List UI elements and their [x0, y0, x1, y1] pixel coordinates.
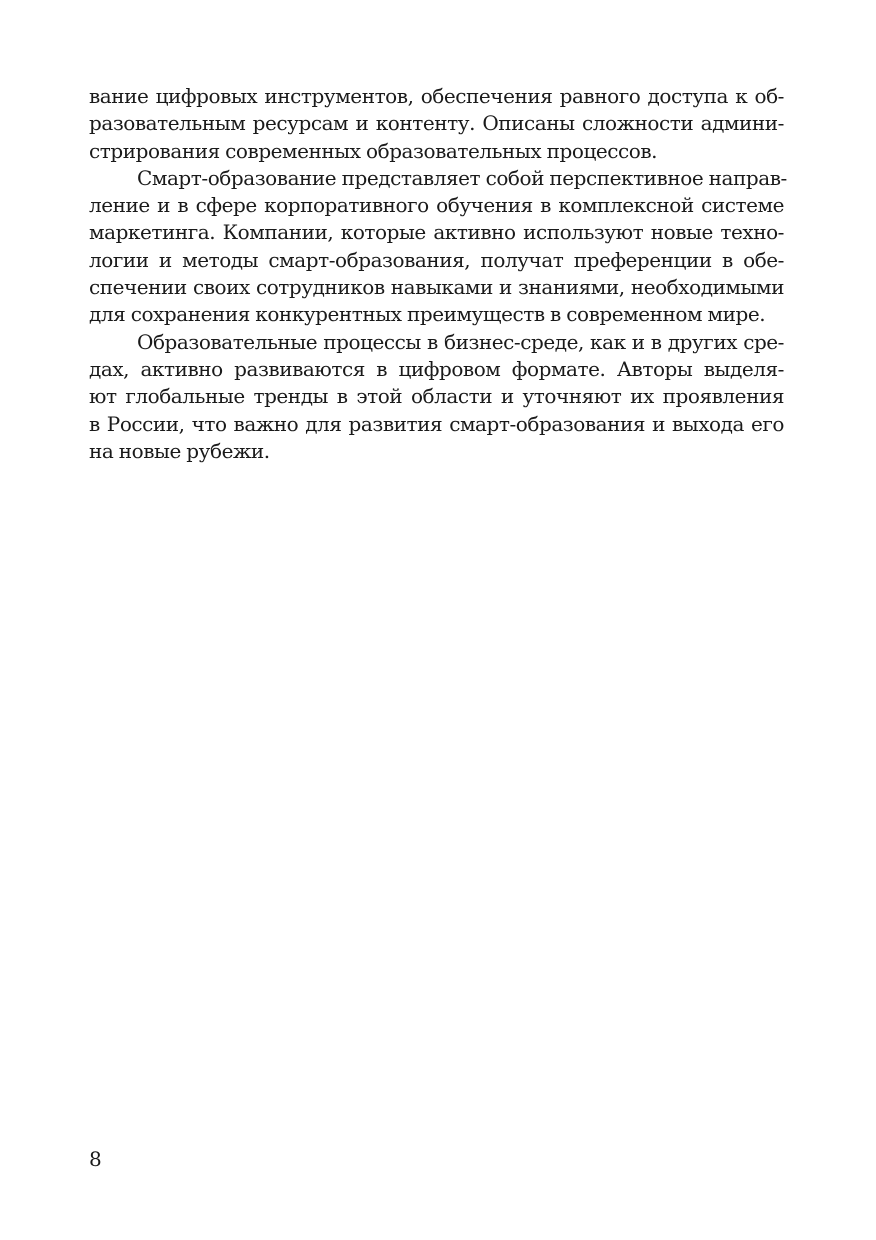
- text-line: ление и в сфере корпоративного обучения в комплексной системе: [89, 193, 784, 218]
- paragraph-3: [89, 329, 784, 465]
- text-line: стрирования современных образовательных процессов.: [89, 138, 658, 163]
- text-line: для сохранения конкурентных преимуществ в современном мире.: [89, 302, 766, 327]
- text-line: вание цифровых инструментов, обеспечения равного доступа к об-: [89, 84, 784, 108]
- text-line: разовательным ресурсам и контенту. Описаны сложности админи-: [89, 111, 784, 136]
- paragraph-1: [89, 83, 784, 165]
- text-line: Смарт-образование представляет собой перспективное направ-: [137, 165, 787, 190]
- text-line: в России, что важно для развития смарт-образования и выхода его: [89, 411, 784, 436]
- text-line: спечении своих сотрудников навыками и знаниями, необходимыми: [89, 275, 784, 300]
- text-line: ют глобальные тренды в этой области и уточняют их проявления: [89, 384, 784, 409]
- paragraph-2: [89, 165, 787, 329]
- body-text: [89, 83, 787, 465]
- text-line: маркетинга. Компании, которые активно используют новые техно-: [89, 220, 784, 245]
- text-line: логии и методы смарт-образования, получат преференции в обе-: [89, 247, 784, 272]
- text-line: на новые рубежи.: [89, 438, 270, 463]
- text-line: Образовательные процессы в бизнес-среде, как и в других сре-: [137, 329, 784, 354]
- page-number: 8: [89, 1147, 102, 1171]
- text-line: дах, активно развиваются в цифровом формате. Авторы выделя-: [89, 356, 784, 381]
